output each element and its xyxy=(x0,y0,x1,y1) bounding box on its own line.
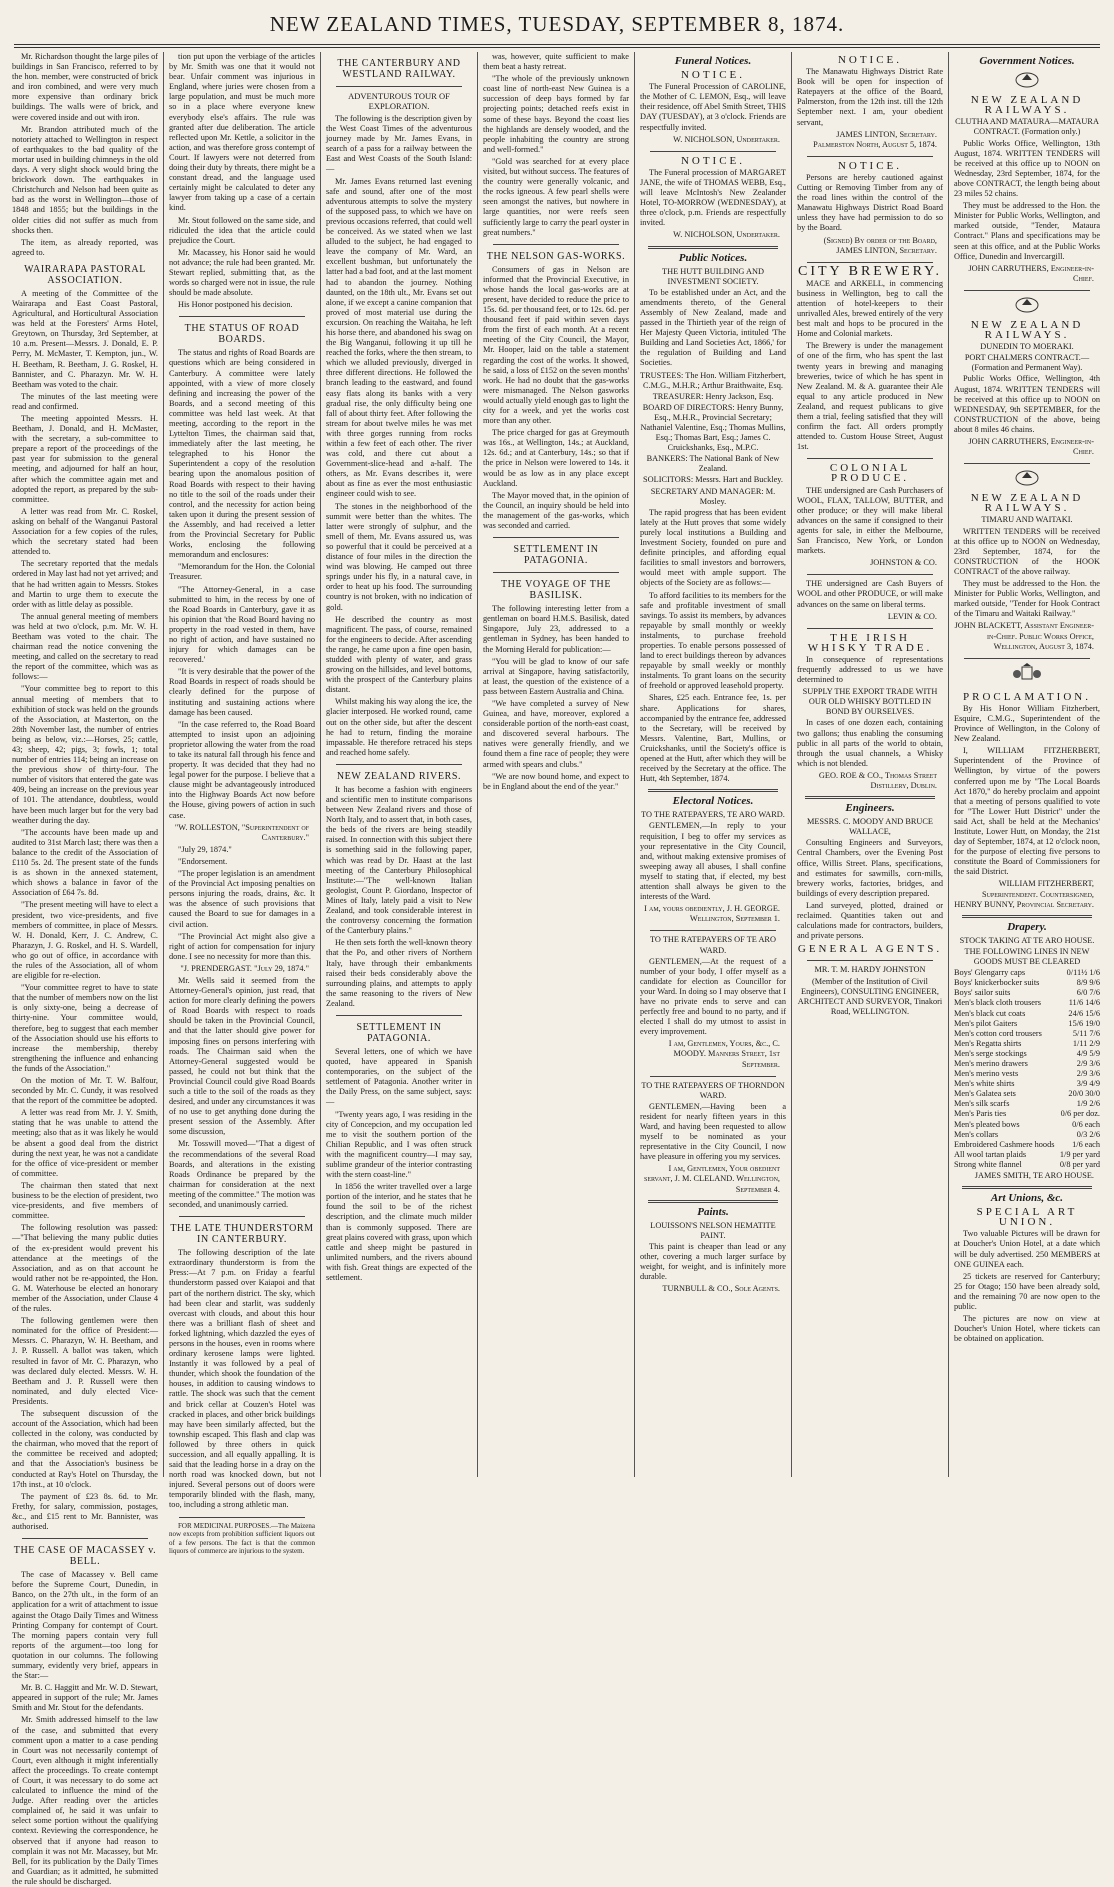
article-paragraph: Mr. Brandon attributed much of the notoriety attached to Wellington in respect of earthquakes to the bad quality of the mortar used in building chimneys in the old days. A very slight shock would bring the brickwork down. The earthquakes in Christchurch and Nelson had been quite as bad as the worst in Wellington—those of 1848 and 1855; but the buildings in the older cities did not suffer as much from shocks then. xyxy=(12,124,158,235)
notice-line: CLUTHA AND MATAURA—MATAURA CONTRACT. (Formation only.) xyxy=(955,117,1099,137)
drapery-item-name: Men's cotton cord trousers xyxy=(954,1028,1042,1038)
article-paragraph: The subsequent discussion of the account of the Association, which had been collected in the colony, was conducted by the chairman, who moved that the report of the committee be received and adopted; and that the Association's business be conducted at Ray's Hotel on Thursday, the 17th inst., at 10 o'clock. xyxy=(12,1409,158,1489)
section-heading: Public Notices. xyxy=(678,251,748,264)
notice-text: GENTLEMEN,—Having been a resident for nearly fifteen years in this Ward, and having been requested to allow myself to be nominated as your representative in the City Council, I now have pleasure in offering you my services. xyxy=(640,1101,786,1162)
article-paragraph: The case of Macassey v. Bell came before the Supreme Court, Dunedin, in Banco, on the 27th ult., in the form of an application for a writ of attachment to issue against the Otago Daily Times and Witness Printing Company for contempt of Court. The morning papers contain very full reports of the argument—too long for quotation in our columns. The following summary, evidently very brief, appears in the Star:— xyxy=(12,1570,158,1681)
notice-line: SOLICITORS: Messrs. Hart and Buckley. xyxy=(643,475,783,485)
article-heading: THE VOYAGE OF THE BASILISK. xyxy=(500,579,612,602)
notice-text: They must be addressed to the Hon. the Minister for Public Works, Wellington, and marked outside, "Tender, Mataura Contract." Plans and specifications may be seen at this office, and at the Public Works Office, Dunedin and Invercargill. xyxy=(954,201,1100,261)
drapery-item-name: Men's serge stockings xyxy=(954,1048,1027,1058)
drapery-item xyxy=(954,988,1100,998)
notice-text: The Funeral Procession of CAROLINE, the Mother of C. LEMON, Esq., will leave their residence, off Abel Smith Street, THIS DAY (TUESDAY), at 3 o'clock. Friends are respectfully invited. xyxy=(640,82,786,132)
notice-text: Consulting Engineers and Surveyors, Central Chambers, over the Evening Post office, Willis Street. Plans, specifications, and estimates for sawmills, corn-mills, brewery works, factories, bridges, and buildings of every description prepared. xyxy=(797,838,943,898)
drapery-item-name: Men's Galatea sets xyxy=(954,1089,1016,1099)
article-paragraph: His Honor postponed his decision. xyxy=(178,300,293,310)
article-paragraph: "The present meeting will have to elect a president, two vice-presidents, and five members of committee, in place of Messrs. W. H. Donald, Kerr, J. C. Andrew, C. Pharazyn, J. G. Roskel, and H. S. Wardell, who go out of office, in accordance with the rules of the Association, all of whom are eligible for re-election. xyxy=(12,900,158,981)
drapery-item-price: 8/9 9/6 xyxy=(1076,978,1100,988)
notice-title: NEW ZEALAND RAILWAYS. xyxy=(970,492,1084,515)
section-divider xyxy=(493,537,619,538)
article-paragraph: "Your committee regret to have to state that the number of members now on the list is only sixty-one, being a decrease of thirty-nine. Your committee would, therefore, beg to suggest that each member of the Association should use his efforts to increase the membership, thereby strengthening the influence and enhancing the funds of the Association." xyxy=(12,983,158,1073)
article-paragraph: "We are now bound home, and expect to be in England about the end of the year." xyxy=(483,771,629,791)
drapery-item-name: Men's Regatta shirts xyxy=(954,1038,1022,1048)
article-paragraph: "In the case referred to, the Road Board attempted to insist upon an adjoining proprietor allowing the water from the road to take its natural fall through his fence and property. It was decided that they had no legal power for the purpose. I believe that a clause might be advantageously introduced into the Highway Boards Act now before the House, giving powers of action in such case. xyxy=(169,719,315,820)
drapery-item-name: All wool tartan plaids xyxy=(954,1149,1027,1159)
drapery-item-price: 2/9 3/6 xyxy=(1076,1058,1100,1068)
drapery-item-name: Embroidered Cashmere hoods xyxy=(954,1139,1055,1149)
notice-title: NOTICE. xyxy=(837,159,903,172)
section-divider xyxy=(179,1517,305,1518)
drapery-item-price: 3/9 4/9 xyxy=(1076,1079,1100,1089)
signature: JOHNSTON & CO. xyxy=(870,558,937,568)
drapery-item-name: Men's collars xyxy=(954,1129,999,1139)
signature: (Signed) By order of the Board, JAMES LINTON, Secretary. xyxy=(823,235,937,255)
drapery-item xyxy=(954,1029,1100,1039)
drapery-item-price: 4/9 5/9 xyxy=(1076,1048,1100,1058)
notice-title: NOTICE. xyxy=(837,54,903,66)
drapery-item-name: Strong white flannel xyxy=(954,1159,1022,1169)
notice-title: TO THE RATEPAYERS, TE ARO WARD. xyxy=(641,810,785,820)
section-divider xyxy=(493,244,619,245)
drapery-item xyxy=(954,1069,1100,1079)
drapery-item xyxy=(954,1140,1100,1150)
article-paragraph: "It is very desirable that the power of the Road Boards in respect of roads should be clearly defined for the purpose of instituting and sustaining actions where damage has been caused. xyxy=(169,667,315,717)
drapery-item-name: Men's silk scarfs xyxy=(954,1099,1010,1109)
crest-icon xyxy=(954,70,1100,91)
drapery-item xyxy=(954,1039,1100,1049)
article-paragraph: Several letters, one of which we have quoted, have appeared in Spanish contemporaries, on the subject of the settlement of Patagonia. Another writer in the Daily Press, on the same subject, says:— xyxy=(326,1046,472,1107)
article-paragraph: "Endorsement. xyxy=(178,856,228,866)
notice-text: THE undersigned are Cash Purchasers of WOOL, FLAX, TALLOW, BUTTER, and other produce; or they will make liberal advances on the same if consigned to their agents for sale, in either the Melbourne, San Francisco, New York, or London markets. xyxy=(797,485,943,556)
notice-text: The Brewery is under the management of one of the firm, who has spent the last twenty years in brewing and managing breweries, twice of which he has spent in New Zealand. M. & A. guarantee their Ale equal to any article produced in New Zealand, and request publicans to give them a trial, feeling satisfied that they will confirm the fact. All orders promptly attended to. Custom House Street, August 1st. xyxy=(797,341,943,452)
column-divider xyxy=(791,52,792,1477)
notice-text: To be established under an Act, and the amendments thereto, of the General Assembly of New Zealand, made and passed in the Thirtieth year of the reign of Her Majesty Queen Victoria, intituled 'The Building and Land Societies Act, 1866,' for the regulation of Building and Land Societies. xyxy=(640,287,786,368)
notice-line: (Member of the Institution of Civil Engineers), CONSULTING ENGINEER, ARCHITECT AND SURVEYOR, Tinakori Road, WELLINGTON. xyxy=(797,976,943,1016)
signature: TURNBULL & CO., Sole Agents. xyxy=(662,1284,780,1294)
article-heading: THE STATUS OF ROAD BOARDS. xyxy=(184,323,300,346)
section-divider xyxy=(807,960,933,961)
notice-text: Two valuable Pictures will be drawn for at Doucher's Union Hotel, at a date which will be duly advertised. 250 MEMBERS at ONE GUINEA each. xyxy=(954,1229,1100,1269)
article-paragraph: The following resolution was passed:—"That believing the many public duties of the ex-president would prevent his attendance at the meetings of the Association, and as on that account he would rather not be re-appointed, the Hon. G. M. Waterhouse be elected an honorary member of the Association, under Clause 4 of the rules. xyxy=(12,1223,158,1314)
drapery-item-name: Men's Paris ties xyxy=(954,1109,1007,1119)
notice-title: NEW ZEALAND RAILWAYS. xyxy=(970,94,1084,117)
masthead: NEW ZEALAND TIMES, TUESDAY, SEPTEMBER 8, 1874. xyxy=(269,12,845,36)
drapery-item-price: 5/11 7/6 xyxy=(1072,1028,1100,1038)
article-paragraph: The annual general meeting of members was held at two o'clock, p.m. Mr. W. H. Beetham was voted to the chair. The chairman read the notice convening the meeting, and called on the secretary to read the report of the committee, which was as follows:— xyxy=(12,611,158,682)
drapery-item-name: Men's black cut coats xyxy=(954,1008,1026,1018)
article-paragraph: "We have completed a survey of New Guinea, and have, moreover, explored a considerable portion of the north-east coast, and discovered several harbours. The natives were generally friendly, and we found them a fine race of people; they were armed with spears and clubs." xyxy=(483,698,629,769)
column-divider xyxy=(948,52,949,1477)
signature: I am, yours obediently, J. H. GEORGE. Wellington, September 1. xyxy=(644,904,780,924)
notice-title: NOTICE. xyxy=(680,69,746,82)
article-paragraph: was, however, quite sufficient to make them beat a hasty retreat. xyxy=(483,52,629,72)
section-divider xyxy=(336,764,462,765)
article-paragraph: Mr. Wells said it seemed from the Attorney-General's opinion, just read, that action for more clearly defining the powers of Road Boards with respect to roads should be taken in the Provincial Council, and that the latter should give power for imposing fines on persons interfering with roads. The Chairman said when the Attorney-General suggested would be passed, he could not but think that the Provincial Council could give Road Boards such a title to the soil of the roads as they desired, and under any circumstances it was of no use to get anything done during the present session of the Assembly. After some discussion, xyxy=(169,975,315,1137)
signature: WILLIAM FITZHERBERT, Superintendent. Countersigned, HENRY BUNNY, Provincial Secretary. xyxy=(954,879,1094,909)
article-paragraph: "Gold was searched for at every place visited, but without success. The features of the country were generally volcanic, and the rocks igneous. A few pearl shells were seen amongst the natives, but nowhere in large quantities, nor were reefs seen sufficiently large to carry the pearl oyster in great numbers." xyxy=(483,156,629,237)
drapery-item-price: 24/6 15/6 xyxy=(1068,1008,1100,1018)
section-divider xyxy=(336,86,462,87)
notice-title: STOCK TAKING AT TE ARO HOUSE. xyxy=(959,935,1095,945)
signature: I am, Gentlemen, Your obedient servant, J. M. CLELAND. Wellington, September 4. xyxy=(644,1164,780,1194)
column-6 xyxy=(797,52,943,1477)
notice-text: THE undersigned are Cash Buyers of WOOL and other PRODUCE, or will make advances on the same on liberal terms. xyxy=(797,579,943,609)
article-paragraph: Mr. Macassey, his Honor said he would not advance; the rule had been granted. Mr. Stewart replied, submitting that, as the words so charged were not in issue, the rule should be made absolute. xyxy=(169,247,315,298)
drapery-item xyxy=(954,1089,1100,1099)
section-divider xyxy=(648,246,778,249)
crest-icon xyxy=(954,295,1100,316)
section-heading: Government Notices. xyxy=(979,55,1075,67)
notice-text: The pictures are now on view at Doucher's Union Hotel, where tickets can be obtained on application. xyxy=(954,1314,1100,1344)
drapery-item xyxy=(954,1150,1100,1160)
article-paragraph: "Memorandum for the Hon. the Colonial Treasurer. xyxy=(169,562,315,582)
article-paragraph: On the motion of Mr. T. W. Balfour, seconded by Mr. C. Cundy, it was resolved that the report of the committee be adopted. xyxy=(12,1076,158,1106)
article-paragraph: The following is the description given by the West Coast Times of the adventurous journey made by Mr. James Evans, in search of a pass for a railway between the East and West Coasts of the South Island:— xyxy=(326,114,472,174)
article-paragraph: The item, as already reported, was agreed to. xyxy=(12,237,158,257)
section-divider xyxy=(807,628,933,629)
signature: I am, Gentlemen, Yours, &c., C. MOODY. Manners Street, 1st September. xyxy=(668,1039,780,1069)
article-heading: NEW ZEALAND RIVERS. xyxy=(336,770,462,782)
article-paragraph: It has become a fashion with engineers and scientific men to institute comparisons between New Zealand rivers and those of North Italy, and to assert that, in both cases, the beds of the rivers are being steadily raised. In connection with this subject there is something said in the following paper, which was read by Dr. Haast at the last meeting of the Canterbury Philosophical Institute:—"The well-known Italian geologist, Count P. Giordano, Inspector of Mines of Italy, lately paid a visit to New Zealand, and took considerable interest in the controversy concerning the formation of the Canterbury plains." xyxy=(326,784,472,936)
drapery-item-name: Men's black cloth trousers xyxy=(954,998,1041,1008)
footnote: FOR MEDICINAL PURPOSES.—The Maizena now excepts from prohibition sufficient liquors out of a few persons. The fact is that the common liquors of commerce are injurious to the system. xyxy=(169,1521,315,1556)
column-divider xyxy=(320,52,321,1477)
article-paragraph: "The proper legislation is an amendment of the Provincial Act imposing penalties on persons injuring the roads, drains, &c. It was the absence of such provisions that caused the Board to sue for damages in a civil action. xyxy=(169,869,315,929)
notice-text: Shares, £25 each. Entrance fee, 1s. per share. Applications for shares, accompanied by the entrance fee, addressed to the Secretary, will be received by Messrs. Valentine, Bart, Mullins, or Cruickshanks, until the Society's office is opened at the Hutt, after which they will be received by the Secretary at the office. The Hutt, 4th September, 1874. xyxy=(640,693,786,784)
article-subheading: ADVENTUROUS TOUR OF EXPLORATION. xyxy=(348,91,450,111)
column-3 xyxy=(326,52,472,1477)
notice-line: PORT CHALMERS CONTRACT.—(Formation and Permanent Way). xyxy=(964,353,1090,373)
drapery-item xyxy=(954,978,1100,988)
article-paragraph: A letter was read from Mr. C. Roskel, asking on behalf of the Wanganui Pastoral Association for a few copies of the rules, which the secretary stated had been attended to. xyxy=(12,506,158,557)
notice-title: GENERAL AGENTS. xyxy=(797,943,943,956)
section-divider xyxy=(22,1538,148,1539)
drapery-item-name: Boys' Glengarry caps xyxy=(954,968,1026,978)
notice-text: 25 tickets are reserved for Canterbury; 25 for Otago; 150 have been already sold, and the remaining 70 are now open to the public. xyxy=(954,1271,1100,1312)
section-divider xyxy=(964,463,1090,464)
article-paragraph: The Mayor moved that, in the opinion of the Council, an inquiry should be held into the management of the gas-works, which was seconded and carried. xyxy=(483,490,629,531)
signature: W. NICHOLSON, Undertaker. xyxy=(673,134,780,144)
section-divider xyxy=(807,574,933,575)
notice-title: LOUISSON'S NELSON HEMATITE PAINT. xyxy=(650,1220,776,1240)
notice-line: TIMARU AND WAITAKI. xyxy=(981,515,1073,525)
column-7 xyxy=(954,52,1100,1477)
column-divider xyxy=(163,52,164,1477)
column-5 xyxy=(640,52,786,1477)
drapery-item-price: 0/6 each xyxy=(1072,1119,1100,1129)
drapery-item xyxy=(954,1109,1100,1119)
notice-text: GENTLEMEN,—In reply to your requisition, I beg to offer my services as your representative in the City Council, and, without making extensive promises of sweeping away all abuses, I shall confine myself to stating that, if elected, my best attention shall always be given to the interests of the Ward. xyxy=(640,821,786,902)
drapery-item xyxy=(954,1059,1100,1069)
drapery-item-price: 0/11½ 1/6 xyxy=(1066,968,1100,978)
masthead-rule xyxy=(14,44,1100,45)
notice-title: THE HUTT BUILDING AND INVESTMENT SOCIETY. xyxy=(662,266,764,286)
notice-text: The rapid progress that has been evident lately at the Hutt proves that some widely purely local institutions a Building and Investment Society, founded on pure and definite principles, and affording equal facilities to small investors and borrowers, would meet with ample support. The objects of the Society are as follows:— xyxy=(640,507,786,588)
drapery-item-price: 1/6 each xyxy=(1072,1139,1100,1149)
notice-line: BANKERS: The National Bank of New Zealand. xyxy=(646,454,780,474)
section-divider xyxy=(650,1076,776,1077)
drapery-item-name: Men's pleated bows xyxy=(954,1119,1020,1129)
signature: GEO. ROE & CO., Thomas Street Distillery, Dublin. xyxy=(818,770,937,790)
article-paragraph: Mr. James Evans returned last evening safe and sound, after one of the most adventurous attempts to solve the mystery of the supposed pass, to which we have on previous occasions referred, that could well be conceived. As we stated when we last alluded to the subject, he had engaged to leave the company of Mr. Ward, an excellent bushman, but unfortunately the latter had a bad foot, and at the last moment had to abandon the journey. Nothing daunted, on the 18th ult., Mr. Evans set out alone, if we except a canine companion that proved of most material use during the excursion. On reaching the Waitaha, he left his horse there, and abandoned his swag on the Big Wanganui, following it up till he reached the forks, where the then stream, to which we alluded previously, diverged in three different directions. He followed the branch leading to the eastward, and found easy flats along its banks with a very gradual rise, the only difficulty being one fall of about thirty feet. After following the stream for about twelve miles he was met with three gorges running from rocks within a few feet of each other. The river was cold, and there cut about a Government-slice-head and a-half. The others, as Mr. Evans describes it, were about as fine as ever the most enthusiastic engineer could wish to see. xyxy=(326,176,472,499)
section-heading: Electoral Notices. xyxy=(672,795,754,808)
section-divider xyxy=(179,1216,305,1217)
drapery-item-price: 15/6 19/0 xyxy=(1068,1018,1100,1028)
section-divider xyxy=(964,658,1090,659)
column-divider xyxy=(634,52,635,1477)
article-paragraph: A meeting of the Committee of the Wairarapa and East Coast Pastoral, Agricultural, and Horticultural Association was held at the Foresters' Arms Hotel, Greytown, on Thursday, 3rd September, at 10 a.m. Present—Messrs. J. Donald, E. P. Perry, M. McMaster, T. Kempton, jun., W. H. Beetham, R. Beetham, J. G. Roskel, H. Bannister, and C. Pharazyn. Mr. W. H. Beetham was voted to the chair. xyxy=(12,288,158,389)
signature: JAMES SMITH, TE ARO HOUSE. xyxy=(974,1171,1094,1180)
article-paragraph: Mr. Tosswill moved—"That a digest of the recommendations of the several Road Boards, and alterations in the existing Roads Ordinance be prepared by the chairman for consideration at the next meeting of the committee." The motion was seconded, and unanimously carried. xyxy=(169,1139,315,1210)
article-heading: THE CASE OF MACASSEY v. BELL. xyxy=(13,1545,157,1568)
drapery-item-name: Men's merino vests xyxy=(954,1069,1019,1079)
article-paragraph: The following interesting letter from a gentleman on board H.M.S. Basilisk, dated Singapore, July 23, addressed to a gentleman in Sydney, has been handed to the Morning Herald for publication:— xyxy=(483,604,629,654)
notice-title: NOTICE. xyxy=(680,154,746,167)
notice-text: I, WILLIAM FITZHERBERT, Superintendent of the Province of Wellington, by virtue of the powers conferred upon me by "The Local Boards Act 1870," do hereby proclaim and appoint that a meeting of persons qualified to vote for "The Lower Hutt District" under the said Act, shall be held at the Mechanics' Institute, Lower Hutt, on Monday, the 21st day of September, 1874, at 12 o'clock noon, for the purpose of electing five persons to constitute the Board of Commissioners for the said District. xyxy=(954,746,1100,877)
article-heading: SETTLEMENT IN PATAGONIA. xyxy=(513,544,599,567)
drapery-item xyxy=(954,998,1100,1008)
notice-text: In consequence of representations frequently addressed to us we have determined to xyxy=(797,654,943,685)
signature: LEVIN & CO. xyxy=(887,611,937,621)
article-paragraph: The meeting appointed Messrs. H. Beetham, J. Donald, and H. McMaster, with the secretary, a sub-committee to prepare a report of the proceedings of the past year for submission to the general meeting, and adjourned for half an hour, after which the committee again met and adopted the report, as prepared by the sub-committee. xyxy=(12,414,158,504)
drapery-item-name: Boys' sailor suits xyxy=(954,988,1011,998)
notice-title: TO THE RATEPAYERS OF THORNDON WARD. xyxy=(641,1080,785,1100)
article-paragraph: Mr. Stout followed on the same side, and ridiculed the idea that the article could prejudice the Court. xyxy=(169,215,315,245)
signature: W. NICHOLSON, Undertaker. xyxy=(673,230,780,240)
section-divider xyxy=(648,1200,778,1203)
signature: JOHN BLACKETT, Assistant Engineer-in-Chief. Public Works Office, Wellington, August 3, 1874. xyxy=(954,621,1094,651)
article-paragraph: Consumers of gas in Nelson are informed that the Provincial Executive, in whose hands the local gas-works are at present, have decided to reduce the price to 15s. 6d. per thousand feet, or to 12s. 6d. per thousand feet if paid within seven days from the first of each month. At a recent meeting of the City Council, the Mayor, Mr. Hooper, laid on the table a statement regarding the cost of the works. It showed, he said, a loss of £152 on the seven months' work. He had no doubt that the gas-works were mismanaged. The Nelson gasworks would actually yield enough gas to light the city for a week, and yet the works cost more than any other. xyxy=(483,264,629,426)
section-divider xyxy=(807,156,933,157)
drapery-item-price: 2/9 3/6 xyxy=(1076,1069,1100,1079)
notice-text: Land surveyed, plotted, drained or reclaimed. Quantities taken out and calculations made for contractors, builders, and private persons. xyxy=(797,900,943,941)
signature: "J. PRENDERGAST. "July 29, 1874." xyxy=(180,963,309,973)
drapery-item xyxy=(954,1130,1100,1140)
drapery-item-name: Men's white shirts xyxy=(954,1079,1015,1089)
drapery-item xyxy=(954,1079,1100,1089)
notice-line: SUPPLY THE EXPORT TRADE WITH OUR OLD WHISKY BOTTLED IN BOND BY OURSELVES. xyxy=(802,687,938,717)
section-divider xyxy=(493,572,619,573)
notice-title: MR. T. M. HARDY JOHNSTON xyxy=(814,965,926,975)
column-4 xyxy=(483,52,629,1477)
section-divider xyxy=(962,915,1092,918)
notice-text: WRITTEN TENDERS will be received at this office up to NOON on Wednesday, 23rd September, 1874, for the CONSTRUCTION of the HOOK CONTRACT of the above railway. xyxy=(954,526,1100,576)
drapery-item-price: 0/3 2/6 xyxy=(1076,1129,1100,1139)
notice-text: By His Honor William Fitzherbert, Esquire, C.M.G., Superintendent of the Province of Wellington, in the Colony of New Zealand. xyxy=(954,703,1100,744)
drapery-item xyxy=(954,1009,1100,1019)
drapery-item-name: Men's pilot Gaiters xyxy=(954,1018,1018,1028)
drapery-item-price: 20/0 30/0 xyxy=(1068,1089,1100,1099)
drapery-item-name: Men's merino drawers xyxy=(954,1058,1028,1068)
article-paragraph: In 1856 the writer travelled over a large portion of the interior, and he states that he found the soil to be of the richest description, and the climate much milder than is commonly supposed. There are great plains covered with grass, upon which cattle and sheep might be pastured in unlimited numbers, and the rivers abound with fish. Great things are expected of the settlement. xyxy=(326,1182,472,1283)
section-heading: Engineers. xyxy=(845,802,895,815)
notice-title: SPECIAL ART UNION. xyxy=(976,1206,1078,1229)
notice-text: They must be addressed to the Hon. the Minister for Public Works, Wellington, and marked outside, "Tender for Hook Contract of the Timaru and Waitaki Railway." xyxy=(954,579,1100,619)
notice-title: PROCLAMATION. xyxy=(963,690,1091,703)
notice-title: MESSRS. C. MOODY AND BRUCE WALLACE, xyxy=(806,817,934,837)
section-divider xyxy=(962,1186,1092,1189)
article-heading: THE NELSON GAS-WORKS. xyxy=(486,250,626,262)
masthead-rule xyxy=(14,47,1100,48)
article-paragraph: A letter was read from Mr. J. Y. Smith, stating that he was unable to attend the meeting; also that as it was likely he would be absent a good deal from the district during the next year, he was not a candidate for the office of vice-president or member of committee. xyxy=(12,1108,158,1178)
article-paragraph: Mr. Smith addressed himself to the law of the case, and submitted that every comment upon a matter to a case pending in Court was not necessarily contempt of Court, even although it might inferentially affect the proceedings. To create contempt of Court, it was necessary to do some act calculated to influence the mind of the Judge. After reading over the articles complained of, he said it was unfair to select some portion without the qualifying context. Reviewing the correspondence, he observed that if anyone had reason to complain it was not Mr. Macassey, but Mr. Bell, for its publication by the Daily Times and Guardian; as it admitted, he submitted the rule should be discharged. xyxy=(12,1715,158,1886)
drapery-item-price: 11/6 14/6 xyxy=(1068,998,1100,1008)
article-paragraph: "The accounts have been made up and audited to 31st March last; there was then a balance to the credit of the Association of £110 5s. 2d. The present state of the funds is as shown in the annexed statement, which shows a balance in favor of the Association of £64 7s. 8d. xyxy=(12,827,158,898)
notice-line: TREASURER: Henry Jackson, Esq. xyxy=(652,391,774,401)
notice-text: The Manawatu Highways District Rate Book will be open for inspection of Ratepayers at the office of the Board, Palmerston, from the 12th inst. till the 12th September next. I am, your obedient servant, xyxy=(797,67,943,127)
drapery-item xyxy=(954,968,1100,978)
article-heading: WAIRARAPA PASTORAL ASSOCIATION. xyxy=(24,263,146,286)
signature: "W. ROLLESTON, "Superintendent of Canterbury." xyxy=(174,822,309,842)
notice-text: The Funeral procession of MARGARET JANE, the wife of THOMAS WEBB, Esq., will leave McIntosh's New Zealander Hotel, TO-MORROW (WEDNESDAY), at three o'clock, p.m. Friends are respectfully invited. xyxy=(640,167,786,228)
article-paragraph: The chairman then stated that next business to be the election of president, two vice-presidents, and five members of committee. xyxy=(12,1180,158,1221)
notice-text: GENTLEMEN,—At the request of a number of your body, I offer myself as a candidate for election as Councillor for your Ward. In doing so I may observe that I have no private ends to serve and can perfectly free and bound to no party, and if elected I shall do my utmost to assist in every improvement. xyxy=(640,956,786,1037)
notice-text: MACE and ARKELL, in commencing business in Wellington, beg to call the attention of hotel-keepers to their unrivalled Ales, brewed entirely of the very best malt and hops to be procured in the Home and Colonial markets. xyxy=(797,278,943,339)
notice-title: COLONIAL PRODUCE. xyxy=(829,462,911,485)
article-paragraph: He then sets forth the well-known theory that the Po, and other rivers of Northern Italy, have through their embankments raised their beds considerably above the surrounding plains, and attempts to apply the same reasoning to the rivers of New Zealand. xyxy=(326,938,472,1008)
notice-line: SECRETARY AND MANAGER: M. Mosley. xyxy=(650,486,776,506)
article-paragraph: "The Provincial Act might also give a right of action for compensation for injury done. I see no necessity for more than this. xyxy=(169,931,315,961)
section-divider xyxy=(807,262,933,263)
article-paragraph: Mr. B. C. Haggitt and Mr. W. D. Stewart, appeared in support of the rule; Mr. James Smith and Mr. Stout for the defendants. xyxy=(12,1683,158,1713)
column-divider xyxy=(477,52,478,1477)
notice-line: DUNEDIN TO MOERAKI. xyxy=(980,342,1074,352)
column-2 xyxy=(169,52,315,1556)
article-paragraph: The following gentlemen were then nominated for the office of President:—Messrs. C. Pharazyn, W. H. Beetham, and J. P. Russell. A ballot was taken, which resulted in favor of Mr. C. Pharazyn, who was declared duly elected. Messrs. W. H. Beetham and J. P. Russell were then nominated, and duly elected Vice-Presidents. xyxy=(12,1316,158,1406)
article-paragraph: The payment of £23 8s. 6d. to Mr. Frethy, for salary, commission, postages, &c., and £15 rent to Mr. Bannister, was authorised. xyxy=(12,1491,158,1532)
drapery-price-list xyxy=(954,968,1100,1170)
section-divider xyxy=(807,458,933,459)
section-heading: Funeral Notices. xyxy=(674,55,752,67)
article-heading: SETTLEMENT IN PATAGONIA. xyxy=(356,1021,442,1044)
drapery-item-price: 6/0 7/6 xyxy=(1076,988,1100,998)
article-paragraph: "Your committee beg to report to this annual meeting of members that to exhibition of stock was held on the grounds of the Association, at Masterton, on the 28th November last, the number of entries being as below, viz.:—Horses, 25; cattle, 43; sheep, 42; pigs, 3; fowls, 1; total number of entries 114; being an increase on the previous show of thirty-four. The number of visitors that entered the gate was 409, being an increase on the previous year of 101. The attendance, doubtless, would have been much larger but for the very bad weather during the day. xyxy=(12,684,158,825)
notice-text: Public Works Office, Wellington, 13th August, 1874. WRITTEN TENDERS will be received at this office up to NOON on Wednesday, 23rd September, 1874, for the above CONTRACT, the length being about 23 miles 52 chains. xyxy=(954,138,1100,199)
article-paragraph: The stones in the neighborhood of the summit were better than the whites. The latter were strongly of sulphur, and the smell of them, Mr. Evans assured us, was so powerful that it could be perceived at a distance of four miles in the direction the wind was blowing. He camped out three springs under his fly, in a natural cave, in order to heat up his food. The surrounding country is not broken, with no indication of gold. xyxy=(326,501,472,612)
drapery-item xyxy=(954,1099,1100,1109)
section-divider xyxy=(805,796,935,799)
article-paragraph: The following description of the late extraordinary thunderstorm is from the Press:—At 7 p.m. on Friday a fearful thunderstorm passed over Kaiapoi and that part of the northern district. The sky, which had been clear and starlit, was suddenly overcast with clouds, and about this hour there was a brilliant flash of sheet and forked lightning, which dazzled the eyes of persons in the houses, even in rooms where ordinary kerosene lamps were lighted. Instantly it was followed by a peal of thunder, which shook the foundation of the houses, in addition to causing windows to rattle. The shock was such that the cement and brick cellar at Couzen's Hotel was cracked in places, and other brick buildings may have been similarly affected, but the township escaped. This flash and clap was followed by three others in quick succession, and all equally appalling. It is said that the leading horse in a dray on the north road was knocked down, but not injured. Several persons out of doors were temporarily blinded with the flash, many, too, including a strong athletic man. xyxy=(169,1248,315,1510)
royal-arms-icon xyxy=(954,663,1100,688)
section-divider xyxy=(336,1015,462,1016)
notice-title: CITY BREWERY. xyxy=(797,263,942,279)
notice-text: Persons are hereby cautioned against Cutting or Removing Timber from any of the road lines within the control of the Manawatu Highways District Road Board unless they have had permission to do so by the Board. xyxy=(797,172,943,233)
notice-line: TRUSTEES: The Hon. William Fitzherbert, C.M.G., M.H.R.; Arthur Braithwaite, Esq. xyxy=(640,370,786,390)
article-paragraph: "The Attorney-General, in a case submitted to him, in the recess by one of the Road Boards in Canterbury, gave it as his opinion that 'the Road Board having no property in the road vested in them, have no right of action, and have sustained no injury for which damages can be recovered.' xyxy=(169,584,315,665)
notice-text: To afford facilities to its members for the safe and profitable investment of small savings. To assist its members, by advances repayable by small monthly or weekly instalments, to purchase freehold properties. To enable persons possessed of land to erect buildings thereon by advances repayable by small weekly or monthly instalments. To grant loans on the security of freehold or approved leasehold property. xyxy=(640,590,786,691)
drapery-item xyxy=(954,1160,1100,1170)
drapery-item xyxy=(954,1120,1100,1130)
article-paragraph: Mr. Richardson thought the large piles of buildings in San Francisco, referred to by the hon. member, were constructed of brick and iron combined, and were very much more expensive than ordinary brick buildings. The walls were of brick, and were covered inside and out with iron. xyxy=(12,52,158,122)
section-divider xyxy=(648,789,778,792)
notice-text: In cases of one dozen each, containing two gallons; thus enabling the consuming public in all parts of the world to obtain, through the usual channels, a Whisky which is not blended. xyxy=(797,718,943,768)
section-heading: Drapery. xyxy=(1007,920,1047,933)
section-heading: Paints. xyxy=(697,1205,729,1218)
drapery-item xyxy=(954,1019,1100,1029)
section-divider xyxy=(179,316,305,317)
article-paragraph: "July 29, 1874." xyxy=(178,844,232,854)
notice-title: TO THE RATEPAYERS OF TE ARO WARD. xyxy=(650,935,776,955)
drapery-item xyxy=(954,1049,1100,1059)
article-paragraph: "Twenty years ago, I was residing in the city of Concepcion, and my occupation led me to visit the southern portion of the Chilian Republic, and I was often struck with the magnificent country—I may say, sublime grandeur of the interior contrasting with the stern coast-line." xyxy=(326,1109,472,1180)
section-divider xyxy=(650,151,776,152)
signature: JAMES LINTON, Secretary. Palmerston North, August 5, 1874. xyxy=(813,129,937,149)
section-divider xyxy=(650,930,776,931)
signature: JOHN CARRUTHERS, Engineer-in-Chief. xyxy=(968,263,1094,283)
article-paragraph: The status and rights of Road Boards are questions which are being considered in Canterbury. A committee were lately appointed, with a view of more closely defining and increasing the power of the Boards, and a second meeting of this committee was held last week. At that meeting, according to the report in the Lyttelton Times, the chairman said that, immediately after the last meeting, he telegraphed to his Honor the Superintendent a copy of the resolution bearing upon the anomalous position of Road Boards with respect to their having no title to the soil of the roads under their control, and the necessity for action being taken upon it during the present session of the Assembly, and had received a letter from the Provincial Secretary for Public Works, enclosing the following memorandum and enclosures: xyxy=(169,348,315,560)
article-paragraph: "The whole of the previously unknown coast line of north-east New Guinea is a succession of deep bays formed by far projecting points; detached reefs exist in some of these bays. Beyond the coast lies the highlands are densely wooded, and the people inhabiting the country are strong and well-formed." xyxy=(483,74,629,154)
crest-icon xyxy=(954,468,1100,489)
article-paragraph: The secretary reported that the medals ordered in May last had not yet arrived; and that he had written again to Messrs. Stokes and Martin to urge them to execute the order with as little delay as possible. xyxy=(12,559,158,609)
article-paragraph: He described the country as most magnificent. The pass, of course, remained for the engineers to decide. After ascending the range, he came upon a fine open basin, studded with plenty of water, and grass growing on the hillsides, and level bottoms, with the prospect of the Canterbury plains distant. xyxy=(326,614,472,695)
notice-title: THE IRISH WHISKY TRADE. xyxy=(807,631,933,654)
article-heading: THE CANTERBURY AND WESTLAND RAILWAY. xyxy=(337,58,461,80)
section-divider xyxy=(964,290,1090,291)
drapery-item-name: Boys' knickerbocker suits xyxy=(954,978,1040,988)
signature: JOHN CARRUTHERS, Engineer-in-Chief. xyxy=(968,437,1094,457)
notice-title: NEW ZEALAND RAILWAYS. xyxy=(970,318,1084,342)
drapery-item-price: 1/11 2/9 xyxy=(1072,1038,1100,1048)
drapery-item-price: 0/8 per yard xyxy=(1059,1159,1100,1169)
notice-text: This paint is cheaper than lead or any other, covering a much larger surface by weight, for weight, and is infinitely more durable. xyxy=(640,1241,786,1282)
column-1 xyxy=(12,52,158,1886)
article-paragraph: "You will be glad to know of our safe arrival at Singapore, having satisfactorily, at least, the question of the existence of a pass between Eastern Australia and China. xyxy=(483,656,629,696)
notice-line: BOARD OF DIRECTORS: Henry Bunny, Esq., M.H.R., Provincial Secretary; Nathaniel Valentine, Esq.; Thomas Mullins, Esq.; Thomas Bart, Esq.; James C. Cruickshanks, Esq., M.P.C. xyxy=(640,402,786,453)
notice-line: THE FOLLOWING LINES IN NEW GOODS MUST BE CLEARED xyxy=(964,946,1090,967)
drapery-item-price: 1/9 2/6 xyxy=(1076,1099,1100,1109)
article-paragraph: The price charged for gas at Greymouth was 16s., at Wellington, 14s.; at Auckland, 12s. 6d.; and at Canterbury, 14s.; so that if the price in Nelson were lowered to 14s. it would be as low as in any place except Auckland. xyxy=(483,428,629,488)
section-heading: Art Unions, &c. xyxy=(990,1192,1064,1205)
article-paragraph: tion put upon the verbiage of the articles by Mr. Smith was one that it would not bear. Unfair comment was injurious in England, where juries were chosen from a large population, and must be much more so in a place where everyone knew everybody else's affairs. The rule was granted after due deliberation. The article reflected upon Mr. Kettle, a solicitor in the action, and was therefore gross contempt of Court. If lawyers were not deterred from doing their duty by threats, there might be a constant dread, and the language used certainly might be calculated to deter any lawyer from taking up a case of a certain kind. xyxy=(169,52,315,213)
drapery-item-price: 0/6 per doz. xyxy=(1060,1109,1100,1119)
drapery-item-price: 1/9 per yard xyxy=(1059,1149,1100,1159)
notice-text: Public Works Office, Wellington, 4th August, 1874. WRITTEN TENDERS will be received at this office up to NOON on WEDNESDAY, 9th SEPTEMBER, for the CONSTRUCTION of the above, being about 8 miles 46 chains. xyxy=(954,374,1100,434)
article-paragraph: The minutes of the last meeting were read and confirmed. xyxy=(12,391,158,411)
article-heading: THE LATE THUNDERSTORM IN CANTERBURY. xyxy=(170,1223,314,1246)
article-paragraph: Whilst making his way along the ice, the glacier interposed. He worked round, came out on the other side, but after the descent he had to return, finding the moraine impassable. He therefore retraced his steps and reached home safely. xyxy=(326,697,472,757)
